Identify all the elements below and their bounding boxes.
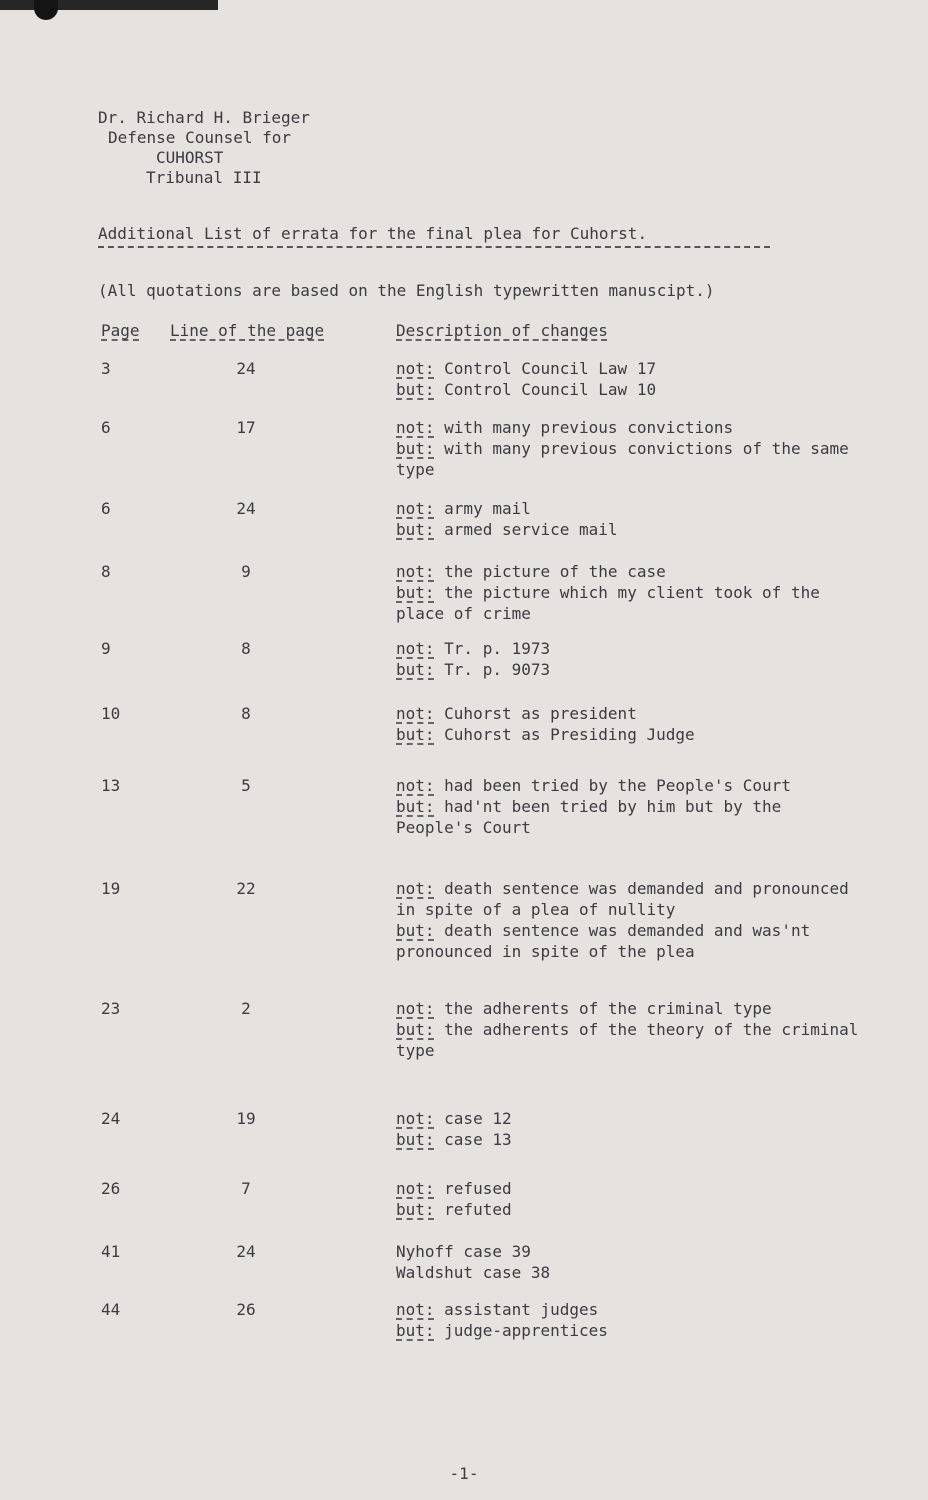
not-text: had been tried by the People's Court: [434, 776, 791, 795]
title-divider: [98, 246, 770, 248]
but-label: but:: [396, 1130, 435, 1149]
but-text: judge-apprentices: [434, 1321, 608, 1340]
change-description: [396, 703, 866, 745]
page-number: 9: [101, 639, 111, 658]
author-role: Defense Counsel for: [108, 128, 292, 147]
page-number: 26: [101, 1179, 121, 1198]
page-number: 6: [101, 499, 111, 518]
change-description: [396, 998, 869, 1061]
change-description: [396, 358, 866, 400]
page-number: 19: [101, 879, 121, 898]
page-number: 23: [101, 999, 121, 1018]
column-header-description: Description of changes: [396, 321, 608, 340]
change-description: [396, 498, 866, 540]
line-number: 24: [236, 499, 256, 518]
letterhead: [98, 108, 310, 188]
not-label: not:: [396, 776, 435, 795]
page-number: 8: [101, 562, 111, 581]
change-description: [396, 561, 866, 624]
author-name: Dr. Richard H. Brieger: [98, 108, 310, 127]
plain-text: Waldshut case 38: [396, 1263, 551, 1282]
not-text: the adherents of the criminal type: [434, 999, 772, 1018]
but-label: but:: [396, 1020, 435, 1039]
line-number: 5: [241, 776, 251, 795]
change-description: [396, 775, 866, 838]
not-label: not:: [396, 999, 435, 1018]
line-number: 17: [236, 418, 256, 437]
page-number: 3: [101, 359, 111, 378]
change-description: [396, 638, 866, 680]
line-number: 24: [236, 359, 256, 378]
not-label: not:: [396, 1109, 435, 1128]
change-description: [396, 1178, 866, 1220]
but-label: but:: [396, 1200, 435, 1219]
not-label: not:: [396, 499, 435, 518]
but-text: had'nt been tried by him but by the People's Court: [396, 797, 791, 837]
but-text: Control Council Law 10: [434, 380, 657, 399]
not-text: case 12: [434, 1109, 512, 1128]
not-label: not:: [396, 418, 435, 437]
but-text: case 13: [434, 1130, 512, 1149]
but-text: death sentence was demanded and was'nt pronounced in spite of the plea: [396, 921, 820, 961]
punch-hole: [34, 0, 58, 20]
but-label: but:: [396, 520, 435, 539]
line-number: 2: [241, 999, 251, 1018]
change-description: [396, 878, 866, 962]
but-text: with many previous convictions of the same type: [396, 439, 859, 479]
but-text: refuted: [434, 1200, 512, 1219]
but-text: the picture which my client took of the place of crime: [396, 583, 830, 623]
page-number: 24: [101, 1109, 121, 1128]
but-label: but:: [396, 797, 435, 816]
not-label: not:: [396, 1179, 435, 1198]
not-label: not:: [396, 359, 435, 378]
plain-text: Nyhoff case 39: [396, 1242, 531, 1261]
not-label: not:: [396, 562, 435, 581]
page-number: 6: [101, 418, 111, 437]
page-number: 44: [101, 1300, 121, 1319]
not-label: not:: [396, 639, 435, 658]
line-number: 24: [236, 1242, 256, 1261]
but-label: but:: [396, 380, 435, 399]
client-name: CUHORST: [156, 148, 224, 167]
column-header-line: Line of the page: [170, 321, 325, 340]
quotation-note: (All quotations are based on the English typewritten manuscipt.): [98, 281, 715, 300]
document-title: Additional List of errata for the final plea for Cuhorst.: [98, 224, 648, 243]
line-number: 26: [236, 1300, 256, 1319]
line-number: 9: [241, 562, 251, 581]
but-label: but:: [396, 660, 435, 679]
tribunal: Tribunal III: [146, 168, 262, 187]
column-header-page: Page: [101, 321, 140, 340]
but-label: but:: [396, 725, 435, 744]
not-text: army mail: [434, 499, 531, 518]
page-footer: -1-: [449, 1464, 479, 1483]
not-label: not:: [396, 704, 435, 723]
but-text: Cuhorst as Presiding Judge: [434, 725, 695, 744]
change-description: [396, 1108, 866, 1150]
not-text: the picture of the case: [434, 562, 666, 581]
not-text: Cuhorst as president: [434, 704, 637, 723]
not-label: not:: [396, 1300, 435, 1319]
line-number: 8: [241, 704, 251, 723]
page-number: 41: [101, 1242, 121, 1261]
line-number: 8: [241, 639, 251, 658]
scan-edge-bar: [0, 0, 218, 10]
line-number: 19: [236, 1109, 256, 1128]
line-number: 22: [236, 879, 256, 898]
page-number: 10: [101, 704, 121, 723]
not-text: with many previous convictions: [434, 418, 734, 437]
not-text: Control Council Law 17: [434, 359, 657, 378]
but-text: Tr. p. 9073: [434, 660, 551, 679]
change-description: [396, 1299, 866, 1341]
change-description: [396, 1241, 866, 1283]
but-label: but:: [396, 921, 435, 940]
but-label: but:: [396, 439, 435, 458]
change-description: [396, 417, 866, 480]
not-text: refused: [434, 1179, 512, 1198]
not-text: death sentence was demanded and pronounced in spite of a plea of nullity: [396, 879, 859, 919]
but-label: but:: [396, 583, 435, 602]
but-text: the adherents of the theory of the criminal type: [396, 1020, 869, 1060]
not-text: Tr. p. 1973: [434, 639, 551, 658]
not-label: not:: [396, 879, 435, 898]
line-number: 7: [241, 1179, 251, 1198]
not-text: assistant judges: [434, 1300, 599, 1319]
but-label: but:: [396, 1321, 435, 1340]
page-number: 13: [101, 776, 121, 795]
but-text: armed service mail: [434, 520, 618, 539]
